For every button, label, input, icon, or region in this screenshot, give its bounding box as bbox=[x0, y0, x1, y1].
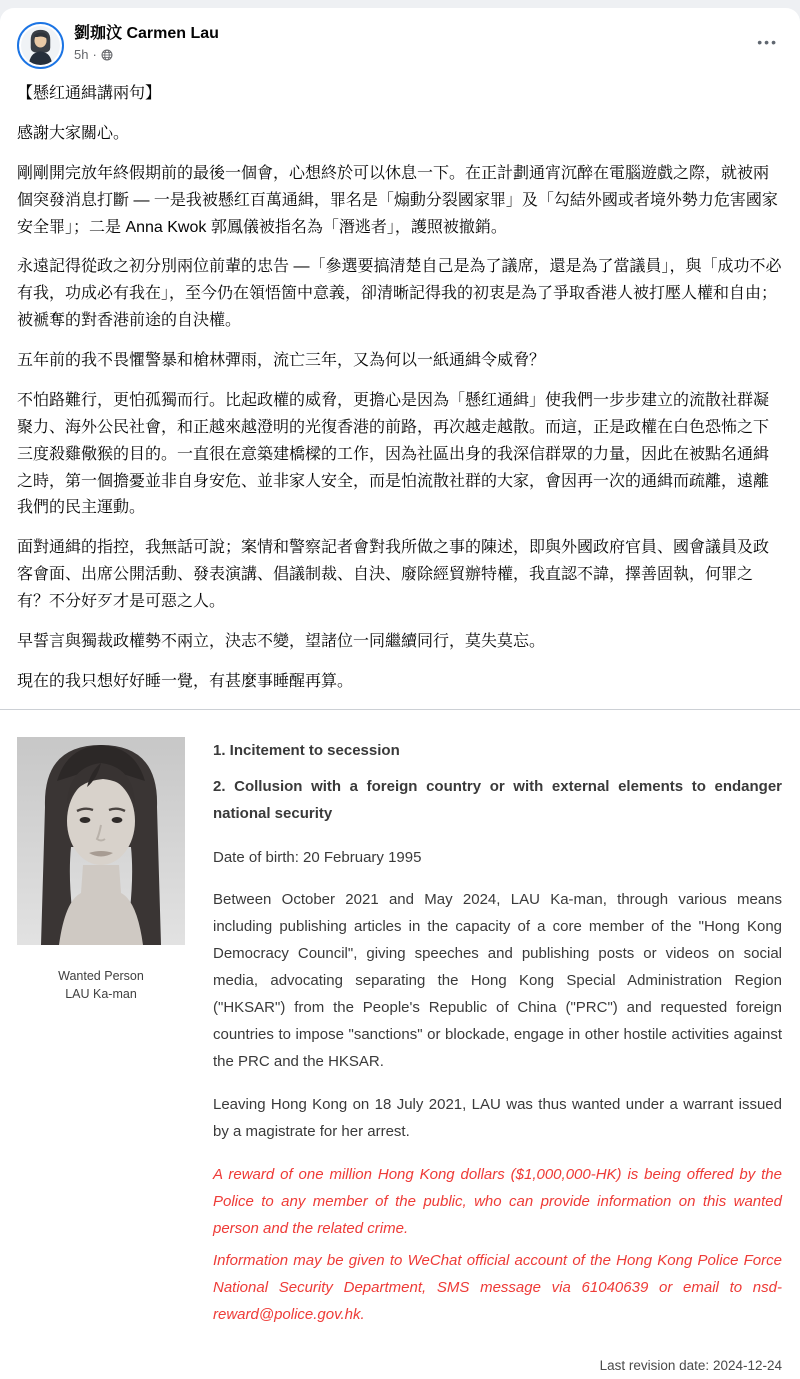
avatar-image bbox=[21, 26, 60, 65]
more-options-button[interactable]: ••• bbox=[757, 34, 778, 50]
caption-wanted-person: Wanted Person bbox=[58, 968, 144, 983]
meta-separator: · bbox=[92, 47, 97, 62]
wanted-notice-details bbox=[213, 737, 782, 1379]
caption-name: LAU Ka-man bbox=[65, 986, 137, 1001]
wanted-photo-column bbox=[17, 737, 185, 1379]
post-paragraph: 【懸红通緝講兩句】 bbox=[17, 85, 162, 102]
reward-notice: A reward of one million Hong Kong dollars ($1,000,000-HK) is being offered by the Police to any member of the public, who can provide information on this wanted person and the related crime. bbox=[213, 1165, 782, 1237]
avatar[interactable] bbox=[17, 22, 64, 69]
last-revision-date: Last revision date: 2024-12-24 bbox=[599, 1357, 782, 1373]
globe-icon bbox=[101, 49, 113, 61]
post-paragraph: 感謝大家關心。 bbox=[17, 124, 130, 142]
post-paragraph: 五年前的我不畏懼警暴和槍林彈雨，流亡三年，又為何以一紙通緝令威脅？ bbox=[17, 352, 546, 369]
post-card bbox=[0, 8, 800, 1379]
post-text bbox=[0, 73, 800, 696]
wanted-person-photo bbox=[17, 737, 185, 945]
header-meta bbox=[74, 22, 219, 62]
notice-paragraph-warrant: Leaving Hong Kong on 18 July 2021, LAU was thus wanted under a warrant issued by a magistrate for her arrest. bbox=[213, 1095, 782, 1140]
post-paragraph: 不怕路難行，更怕孤獨而行。比起政權的威脅，更擔心是因為「懸红通緝」使我們一步步建立的流散社群凝聚力、海外公民社會，和正越來越澄明的光復香港的前路，再次越走越散。而這，正是政權在白色恐怖之下三度殺雞儆猴的目的。一直很在意築建橋樑的工作，因為社區出身的我深信群眾的力量，因此在被點名通緝之時，第一個擔憂並非自身安危、並非家人安全，而是怕流散社群的大家，會因再一次的通緝而疏離，遠離我們的民主運動。 bbox=[17, 391, 770, 517]
post-header bbox=[0, 8, 800, 73]
post-paragraph: 剛剛開完放年終假期前的最後一個會，心想終於可以休息一下。在正計劃通宵沉醉在電腦遊戲之際，就被兩個突發消息打斷 — 一是我被懸红百萬通緝，罪名是「煽動分裂國家罪」及「勾結外國或者境外勢力危害國家安全罪」；二是 Anna Kwok 郭鳳儀被指名為「潛逃者」，護照被撤銷。 bbox=[17, 164, 778, 236]
post-paragraph: 永遠記得從政之初分別兩位前輩的忠告 —「參選要搞清楚自己是為了議席，還是為了當議員」，與「成功不必有我，功成必有我在」，至今仍在領悟箇中意義，卻清晰記得我的初衷是為了爭取香港人被打壓人權和自由；被褫奪的對香港前途的自決權。 bbox=[17, 258, 782, 330]
charge-2: 2. Collusion with a foreign country or with external elements to endanger national security bbox=[213, 777, 782, 822]
date-of-birth: Date of birth: 20 February 1995 bbox=[213, 848, 422, 866]
contact-notice: Information may be given to WeChat official account of the Hong Kong Police Force National Security Department, SMS message via 61040639 or email to nsd-reward@police.gov.hk. bbox=[213, 1251, 782, 1323]
notice-paragraph-activities: Between October 2021 and May 2024, LAU Ka-man, through various means including publishing articles in the capacity of a core member of the "Hong Kong Democracy Council", giving speeches and publishing posts or videos on social media, advocating separating the Hong Kong Special Administration Region ("HKSAR") from the People's Republic of China ("PRC") and requested foreign countries to impose "sanctions" or blockade, engage in other hostile activities against the PRC and the HKSAR. bbox=[213, 890, 782, 1070]
charge-1: 1. Incitement to secession bbox=[213, 741, 400, 759]
post-paragraph: 面對通緝的指控，我無話可說；案情和警察記者會對我所做之事的陳述，即與外國政府官員、國會議員及政客會面、出席公開活動、發表演講、倡議制裁、自決、廢除經貿辦特權，我直認不諱，擇善固執，何罪之有？不分好歹才是可惡之人。 bbox=[17, 539, 770, 610]
timestamp[interactable]: 5h bbox=[74, 47, 89, 62]
post-attachment-image[interactable] bbox=[0, 709, 800, 1379]
post-paragraph: 早誓言與獨裁政權勢不兩立，決志不變，望諸位一同繼續同行，莫失莫忘。 bbox=[17, 632, 546, 650]
post-paragraph: 現在的我只想好好睡一覺，有甚麼事睡醒再算。 bbox=[17, 672, 354, 690]
wanted-photo-caption bbox=[17, 967, 185, 1003]
author-name[interactable]: 劉珈汶 Carmen Lau bbox=[74, 25, 219, 42]
post-meta-row bbox=[74, 48, 219, 62]
